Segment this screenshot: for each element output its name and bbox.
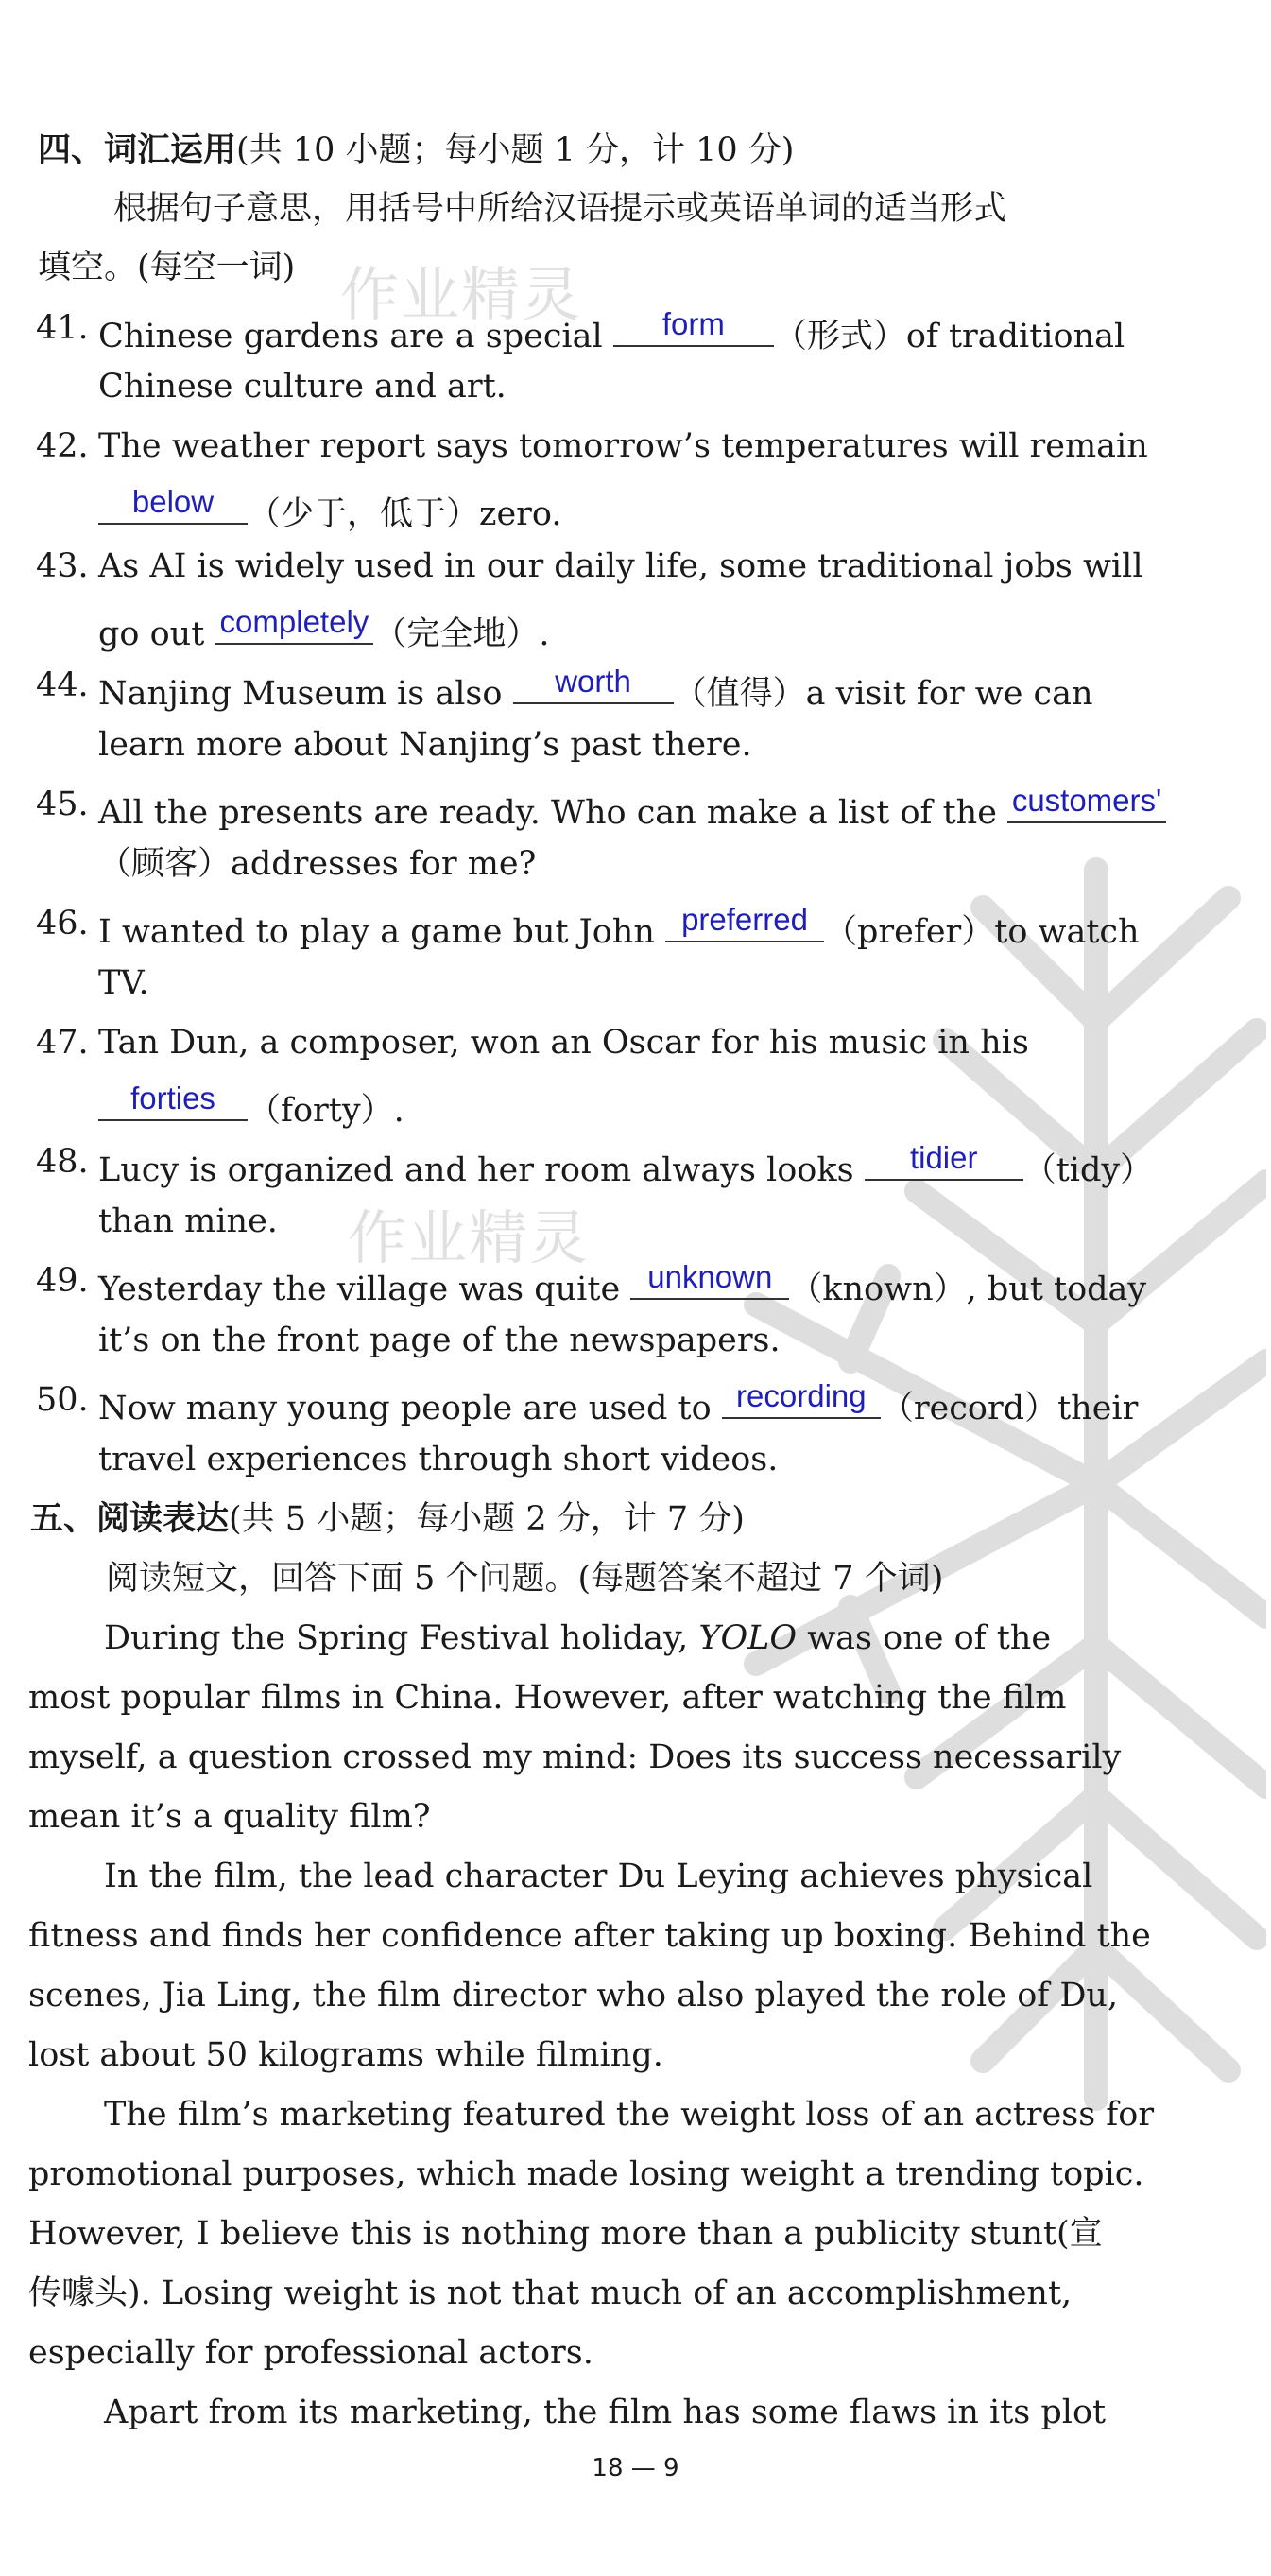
answer-blank: [1007, 783, 1166, 823]
answer-blank: [98, 1081, 248, 1121]
answer-text: forties: [130, 1081, 215, 1115]
question-number: 49.: [36, 1262, 89, 1300]
answer-blank: [665, 902, 824, 942]
question-number: 47.: [36, 1024, 89, 1062]
answer-blank: [98, 484, 248, 525]
answer-blank: [215, 604, 373, 645]
answer-text: unknown: [647, 1259, 773, 1294]
question-number: 46.: [36, 905, 89, 942]
answer-text: completely: [219, 604, 369, 639]
question-number: 41.: [36, 309, 89, 347]
section-five-instruction: 阅读短文，回答下面 5 个问题。(每题答案不超过 7 个词): [106, 1560, 944, 1598]
answer-blank: [865, 1140, 1023, 1181]
watermark: 作业精灵: [348, 1203, 591, 1272]
question-number: 43.: [36, 547, 89, 585]
question-number: 45.: [36, 786, 89, 823]
question-number: 42.: [36, 427, 89, 465]
section-four-instruction: 填空。(每空一词): [38, 249, 296, 286]
answer-text: form: [661, 306, 725, 341]
answer-text: worth: [555, 664, 631, 699]
section-four-instruction: 根据句子意思，用括号中所给汉语提示或英语单词的适当形式: [113, 190, 1007, 228]
question-number: 50.: [36, 1381, 89, 1419]
answer-blank: [513, 664, 674, 704]
answer-text: tidier: [909, 1140, 978, 1175]
film-title: YOLO: [698, 1619, 798, 1657]
answer-blank: [722, 1378, 881, 1419]
section-four-heading: 四、词汇运用(共 10 小题；每小题 1 分，计 10 分): [38, 131, 795, 169]
answer-text: preferred: [681, 902, 808, 937]
question-number: 44.: [36, 666, 89, 704]
page-number: 18 — 9: [592, 2454, 679, 2482]
answer-text: customers': [1011, 783, 1162, 818]
question-number: 48.: [36, 1143, 89, 1181]
answer-text: recording: [736, 1378, 867, 1413]
answer-blank: [630, 1259, 789, 1300]
answer-text: below: [131, 484, 215, 519]
answer-blank: [613, 306, 774, 347]
watermark: 作业精灵: [340, 260, 583, 329]
section-five-heading: 五、阅读表达(共 5 小题；每小题 2 分，计 7 分): [30, 1500, 745, 1538]
worksheet-page: 作业精灵 作业精灵 四、词汇运用(共 10 小题；每小题 1 分，计 10 分) 根据句子意思，用括号中所给汉语提示或英语单词的适当形式 填空。(每空一词) 41. Chinese gardens are a special form （形式）of traditional Chinese culture and art. 42. The weather report says tomorrow’s temperatures will remain below （少于，低于）zero. 43. As AI is widely used in our daily life, some traditional jobs will go out completely （完全地）. 44. Nanjing Museum is also worth （值得）a visit for we can learn more about Nanjing’s past there. 45. All the presents are ready. Who can make a list of the customers' （顾客）addresses for me? 46. I wanted to play a game but John preferred （prefer）to watch TV. 47. Tan Dun, a composer, won an Oscar for his music in his forties （forty）. 48. Lucy is organized and her room always looks tidier （tidy） than mine. 49. Yesterday the village was quite unknown （known）, but today it’s on the front page of the newspapers. 50. Now many young people are used to recording （record）their travel experiences through short videos. 五、阅读表达(共 5 小题；每小题 2 分，计 7 分) 阅读短文，回答下面 5 个问题。(每题答案不超过 7 个词) During the Spring Festival holiday, YOLO was one of the most popular films in China. However, after watching the film myself, a question crossed my mind: Does its success necessarily mean it’s a quality film? In the film, the lead character Du Leying achieves physical fitness and finds her confidence after taking up boxing. Behind the scenes, Jia Ling, the film director who also played the role of Du, lost about 50 kilograms while filming. The film’s marketing featured the weight loss of an actress for promotional purposes, which made losing weight a trending topic. However, I believe this is nothing more than a publicity stunt(宣 传噱头). Losing weight is not that much of an accomplishment, especially for professional actors. Apart from its marketing, the film has some flaws in its plot 18 — 9: [0, 0, 1271, 2576]
